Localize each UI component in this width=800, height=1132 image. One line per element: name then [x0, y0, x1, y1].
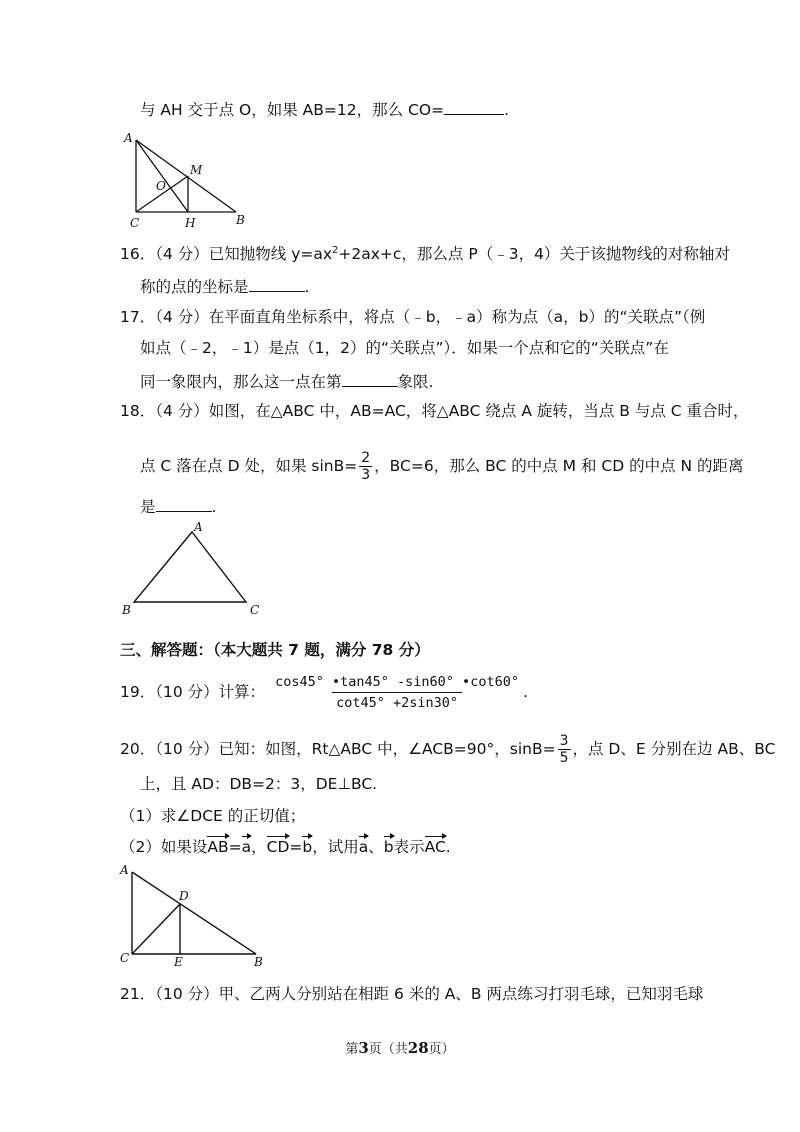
- q19-prefix: 19．（10 分）计算：: [120, 683, 266, 701]
- fraction-two-thirds: [359, 450, 372, 483]
- q16-superscript: 2: [332, 244, 339, 256]
- figure-q20-triangle: [116, 862, 276, 972]
- answer-blank: [444, 98, 504, 115]
- fraction-numerator: 2: [361, 450, 371, 466]
- section-heading: 三、解答题：（本大题共 7 题，满分 78 分）: [120, 641, 430, 659]
- period: .: [522, 683, 528, 701]
- label-h: H: [185, 216, 196, 230]
- vector-ac: AC: [424, 838, 446, 856]
- label-c: C: [130, 216, 140, 230]
- fraction-numerator: 3: [559, 733, 569, 749]
- q18-text-a: 点 C 落在点 D 处，如果 sinB=: [140, 457, 358, 475]
- q18-text-b: ，BC=6，那么 BC 的中点 M 和 CD 的中点 N 的距离: [374, 457, 744, 475]
- segment-cd: [132, 904, 180, 954]
- q17-line1: 17．（4 分）在平面直角坐标系中，将点（﹣b，﹣a）称为点（a，b）的“关联点”（例: [120, 308, 706, 326]
- page-number: 3: [358, 1039, 369, 1057]
- figure-q18-triangle: [118, 518, 278, 618]
- q18-line3: [140, 495, 216, 517]
- q17-line3: [140, 370, 433, 392]
- q18-text-c: 是: [140, 498, 156, 516]
- vector-b: b: [302, 838, 313, 856]
- q19-fraction: [271, 672, 523, 713]
- page-footer: [0, 1038, 800, 1057]
- label-c: C: [120, 951, 130, 965]
- answer-blank: [342, 370, 398, 387]
- equals-sign: =: [289, 838, 303, 856]
- label-a: A: [194, 520, 203, 534]
- label-d: D: [179, 889, 189, 903]
- label-a: A: [124, 131, 133, 145]
- q20-part2-text-c: 表示: [393, 838, 425, 856]
- segment-ah: [136, 140, 188, 212]
- q15-text: 与 AH 交于点 O，如果 AB=12，那么 CO=: [140, 101, 445, 119]
- label-e: E: [174, 955, 183, 969]
- vector-a: a: [358, 838, 369, 856]
- footer-mid: 页（共: [368, 1042, 408, 1057]
- q20-line2: 上，且 AD：DB=2：3，DE⊥BC.: [140, 775, 378, 793]
- separator: 、: [368, 838, 384, 856]
- q20-line1: [120, 733, 775, 766]
- period: .: [504, 101, 509, 119]
- answer-blank: [249, 275, 305, 292]
- label-m: M: [190, 163, 203, 177]
- triangle-abc: [134, 532, 246, 602]
- q18-line2: [140, 450, 744, 483]
- q19-line: [120, 672, 528, 712]
- fraction-three-fifths: [558, 733, 571, 766]
- q21-line1: 21．（10 分）甲、乙两人分别站在相距 6 米的 A、B 两点练习打羽毛球，已知羽毛球: [120, 985, 704, 1003]
- equals-sign: =: [228, 838, 242, 856]
- vector-a: a: [241, 838, 252, 856]
- q16-line2: [140, 275, 309, 297]
- label-b: B: [254, 955, 263, 969]
- q17-line2: 如点（﹣2，﹣1）是点（1，2）的“关联点”）．如果一个点和它的“关联点”在: [140, 339, 669, 357]
- q20-text-b: ，点 D、E 分别在边 AB、BC: [572, 740, 776, 758]
- period: .: [445, 838, 451, 856]
- fraction-denominator: 3: [361, 467, 371, 483]
- q18-line1: 18．（4 分）如图，在△ABC 中，AB=AC，将△ABC 绕点 A 旋转，当点 B 与点 C 重合时，: [120, 402, 749, 420]
- q19-numerator: cos45° •tan45° -sin60° •cot60°: [275, 673, 519, 690]
- q16-text-c: 称的点的坐标是: [140, 278, 249, 296]
- footer-post: 页）: [428, 1042, 455, 1057]
- q20-text-a: 20．（10 分）已知：如图，Rt△ABC 中，∠ACB=90°，sinB=: [120, 740, 556, 758]
- q16-text-b: +2ax+c，那么点 P（﹣3，4）关于该抛物线的对称轴对: [338, 245, 730, 263]
- period: .: [304, 278, 310, 296]
- separator: ，: [251, 838, 267, 856]
- vector-cd: CD: [266, 838, 290, 856]
- label-b: B: [122, 603, 131, 617]
- fraction-denominator: 5: [559, 750, 569, 766]
- q17-text-a: 同一象限内，那么这一点在第: [140, 373, 342, 391]
- q20-part2-text-a: （2）如果设: [120, 838, 208, 856]
- label-a: A: [120, 863, 129, 877]
- q20-part2: [120, 837, 451, 857]
- vector-ab: AB: [207, 838, 229, 856]
- q19-denominator: cot45° +2sin30°: [332, 692, 462, 713]
- label-b: B: [236, 213, 245, 227]
- footer-pre: 第: [345, 1042, 359, 1057]
- figure-q15-triangle: [118, 130, 258, 230]
- q20-part1: （1）求∠DCE 的正切值；: [120, 807, 306, 825]
- answer-blank: [156, 495, 212, 512]
- q20-part2-text-b: ，试用: [312, 838, 359, 856]
- q15-tail-text: [140, 98, 509, 120]
- vector-b: b: [383, 838, 394, 856]
- q17-text-b: 象限.: [397, 373, 434, 391]
- total-pages: 28: [407, 1039, 429, 1057]
- label-o: O: [156, 179, 166, 193]
- segment-ab: [132, 872, 256, 954]
- q16-line1: [120, 244, 730, 264]
- period: .: [211, 498, 217, 516]
- q16-text-a: 16．（4 分）已知抛物线 y=ax: [120, 245, 333, 263]
- label-c: C: [250, 603, 260, 617]
